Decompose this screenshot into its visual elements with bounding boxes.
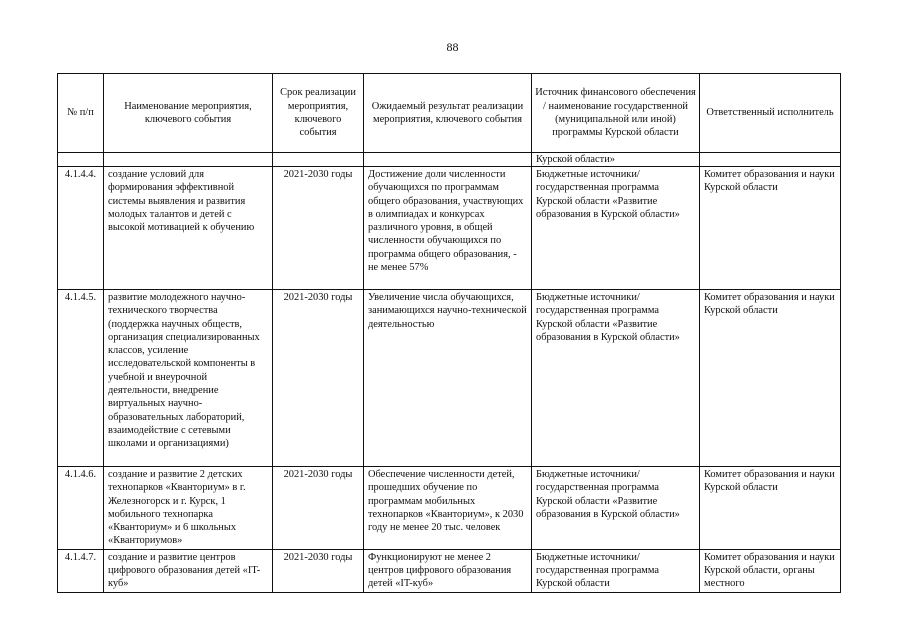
cell-empty: [58, 153, 104, 167]
cell-result: Достижение доли численности обучающихся по программам общего образования, участвующих в олимпиадах и конкурсах различного уровня, в общей численности обучающихся по программа общего образования, - не менее 57%: [364, 167, 532, 290]
cell-num: 4.1.4.5.: [58, 290, 104, 467]
header-name: Наименование мероприятия, ключевого события: [104, 74, 273, 153]
cell-num: 4.1.4.7.: [58, 549, 104, 592]
cell-period: 2021-2030 годы: [273, 549, 364, 592]
cell-executor: Комитет образования и науки Курской области: [700, 467, 841, 550]
cell-empty: [700, 153, 841, 167]
cell-executor: Комитет образования и науки Курской области: [700, 290, 841, 467]
header-result: Ожидаемый результат реализации мероприятия, ключевого события: [364, 74, 532, 153]
cell-result: Функционируют не менее 2 центров цифрового образования детей «IT-куб»: [364, 549, 532, 592]
cell-name: развитие молодежного научно-технического творчества (поддержка научных обществ, организация специализированных классов, усиление исследовательской компоненты в учебной и внеурочной деятельности, внедрение виртуальных научно-образовательных лабораторий, взаимодействие с сетевыми школами и организациями): [104, 290, 273, 467]
cell-source: Бюджетные источники/государственная программа Курской области «Развитие образования в Курской области»: [532, 290, 700, 467]
header-executor: Ответственный исполнитель: [700, 74, 841, 153]
table-row: [58, 467, 841, 550]
cell-empty: [364, 153, 532, 167]
cell-num: 4.1.4.6.: [58, 467, 104, 550]
cell-empty: [273, 153, 364, 167]
header-source: Источник финансового обеспечения / наименование государственной (муниципальной или иной) программы Курской области: [532, 74, 700, 153]
cell-empty: [104, 153, 273, 167]
header-period: Срок реализации мероприятия, ключевого события: [273, 74, 364, 153]
cell-executor: Комитет образования и науки Курской области: [700, 167, 841, 290]
table-row: [58, 167, 841, 290]
continuation-row: [58, 153, 841, 167]
cell-result: Увеличение числа обучающихся, занимающихся научно-технической деятельностью: [364, 290, 532, 467]
table-row: [58, 290, 841, 467]
page-number: 88: [446, 40, 459, 54]
header-num: № п/п: [58, 74, 104, 153]
cell-source: Бюджетные источники/государственная программа Курской области «Развитие образования в Курской области»: [532, 467, 700, 550]
table-row: [58, 549, 841, 592]
cell-num: 4.1.4.4.: [58, 167, 104, 290]
cell-source: Бюджетные источники/государственная программа Курской области «Развитие образования в Курской области»: [532, 167, 700, 290]
cell-source: Бюджетные источники/государственная программа Курской области: [532, 549, 700, 592]
cell-period: 2021-2030 годы: [273, 290, 364, 467]
cell-name: создание условий для формирования эффективной системы выявления и развития молодых талантов и детей с высокой мотивацией к обучению: [104, 167, 273, 290]
events-table: [57, 73, 841, 593]
cell-name: создание и развитие центров цифрового образования детей «IT-куб»: [104, 549, 273, 592]
cell-source: Курской области»: [532, 153, 700, 167]
cell-period: 2021-2030 годы: [273, 167, 364, 290]
cell-executor: Комитет образования и науки Курской области, органы местного: [700, 549, 841, 592]
cell-name: создание и развитие 2 детских технопарков «Кванториум» в г. Железногорск и г. Курск, 1 мобильного технопарка «Кванториум» и 6 школьных «Кванториумов»: [104, 467, 273, 550]
cell-period: 2021-2030 годы: [273, 467, 364, 550]
table-header-row: [58, 74, 841, 153]
cell-result: Обеспечение численности детей, прошедших обучение по программам мобильных технопарков «Кванториум», к 2030 году не менее 20 тыс. человек: [364, 467, 532, 550]
